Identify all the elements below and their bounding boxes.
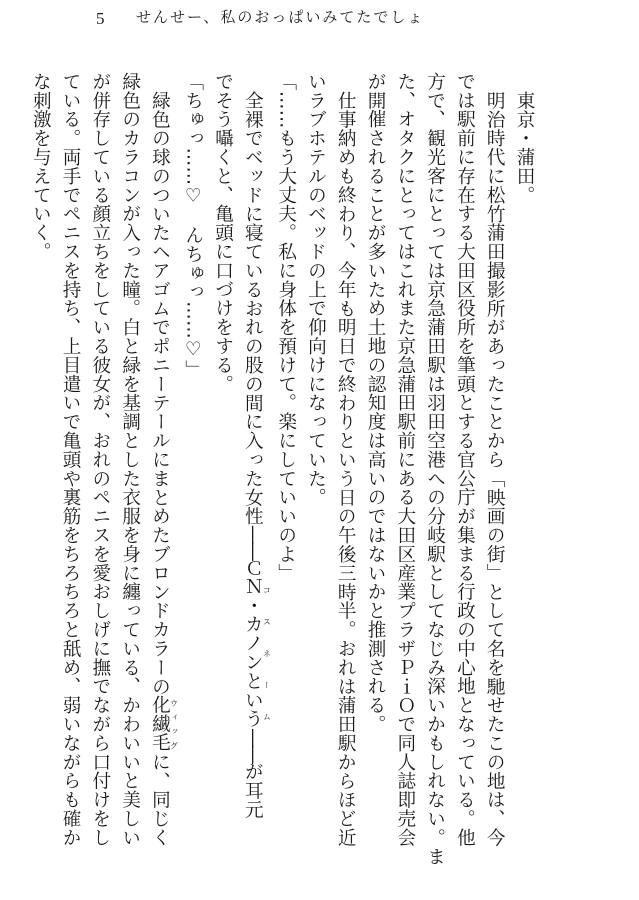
- wig-reading: ウィッグ: [169, 695, 179, 753]
- text-line-3: では駅前に存在する大田区役所を筆頭とする官公庁が集まる行政の中心地となっている。他: [454, 72, 476, 847]
- text-line-12: 「ちゅっ……♡ んちゅっ……♡」: [182, 72, 204, 380]
- text-line-4: 方で、観光客にとっては京急蒲田駅は羽田空港への分岐駅としてなじみ深いかもしれない。ま: [424, 72, 446, 866]
- wig-suffix: に、同じく: [149, 752, 171, 847]
- text-line-10: [238, 72, 271, 872]
- text-line-14: 緑色のカラコンが入った瞳。白と緑を基調とした衣服を身に纏っている、かわいいと美しい: [119, 72, 141, 847]
- text-line-13-main: 緑色の球のついたヘアゴムでポニーテールにまとめたブロンドカラーの: [149, 90, 171, 696]
- text-line-17: な刺激を与えていく。: [30, 72, 52, 261]
- text-line-11: でそう囁くと、亀頭に口づけをする。: [212, 72, 234, 394]
- text-line-13: [145, 72, 178, 872]
- text-line-2: 明治時代に松竹蒲田撮影所があったことから「映画の街」として名を馳せたこの地は、今: [484, 90, 506, 847]
- dash-2: ――: [242, 728, 264, 762]
- body-text: [25, 72, 539, 872]
- text-line-9: 「……もう大丈夫。私に身体を預けて。楽にしていいのよ」: [275, 72, 297, 583]
- text-line-6: が開催されることが多いため土地の認知度は高いのではないかと推測される。: [365, 72, 387, 734]
- text-line-16: ている。両手でペニスを持ち、上目遣いで亀頭や裏筋をちろちろと舐め、弱いながらも確か: [60, 72, 82, 847]
- text-line-1: 東京・蒲田。: [514, 90, 535, 204]
- text-line-8: いラブホテルのベッドの上で仰向けになっていた。: [305, 72, 327, 507]
- cosplayer-name-ruby: [242, 577, 272, 729]
- wig-word: 化繊毛: [149, 695, 171, 753]
- ear-suffix: が耳元: [242, 761, 264, 819]
- wig-ruby: [149, 695, 179, 753]
- cosplayer-name-reading: コスネーム: [262, 577, 272, 729]
- dash-1: ――: [242, 525, 264, 559]
- text-line-7: 仕事納めも終わり、今年も明日で終わりという日の午後三時半。おれは蒲田駅からほど近: [335, 90, 357, 847]
- cosplayer-name: Ｎ・カノンという: [242, 577, 264, 729]
- text-line-15: が併存している顔立ちをしている彼女が、おれのペニスを愛おしげに撫でながら口付けをし: [89, 72, 111, 847]
- running-header: せんせー、私のおっぱいみてたでしょ: [136, 8, 425, 26]
- text-line-10-main: 全裸でベッドに寝ているおれの股の間に入った女性: [242, 90, 264, 526]
- page-number: 5: [96, 9, 105, 28]
- text-line-5: た、オタクにとってはこれまた京急蒲田駅前にある大田区産業プラザＰｉＯで同人誌即売会: [394, 72, 416, 847]
- cosplayer-prefix: Ｃ: [242, 558, 264, 578]
